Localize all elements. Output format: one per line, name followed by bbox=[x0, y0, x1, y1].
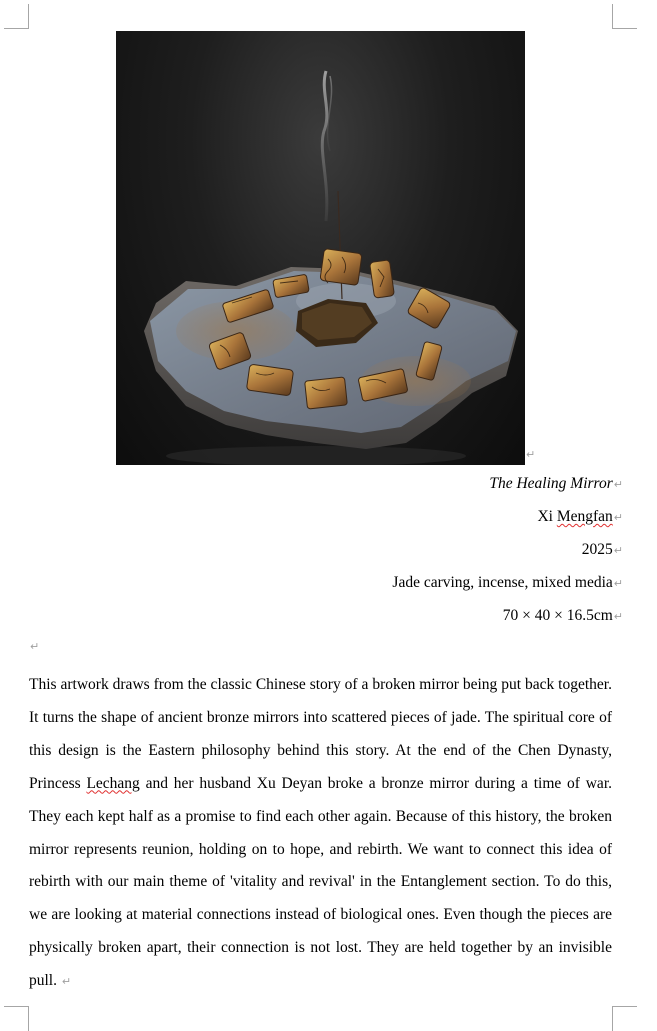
artwork-photo[interactable] bbox=[116, 31, 525, 465]
artist-name-line bbox=[537, 507, 623, 528]
artwork-dimensions: 70 × 40 × 16.5cm bbox=[502, 607, 613, 624]
paragraph-mark: ↵ bbox=[613, 511, 623, 524]
artist-last-name[interactable]: Mengfan bbox=[556, 508, 613, 525]
artwork-year-line bbox=[582, 540, 623, 561]
artwork-illustration bbox=[116, 31, 525, 465]
paragraph-mark: ↵ bbox=[61, 975, 72, 989]
page-corner-mark-bottom-right bbox=[612, 1006, 637, 1031]
page-corner-mark-top-right bbox=[612, 4, 637, 29]
paragraph-mark: ↵ bbox=[613, 577, 623, 590]
spellcheck-flagged-word[interactable]: Lechang bbox=[86, 774, 140, 792]
artist-first-name: Xi bbox=[537, 508, 553, 525]
paragraph-mark: ↵ bbox=[526, 448, 536, 461]
artwork-title: The Healing Mirror bbox=[489, 475, 613, 492]
artwork-year: 2025 bbox=[581, 541, 613, 558]
page-corner-mark-bottom-left bbox=[4, 1006, 29, 1031]
page-corner-mark-top-left bbox=[4, 4, 29, 29]
paragraph-mark: ↵ bbox=[613, 544, 623, 557]
description-text-start: This artwork draws from the classic Chinese story of a broken mirror being put back together. It turns the shape of ancient bronze mirrors into scattered pieces of jade. The spiritual core of this design is the Eastern philosophy behind this story. At the end of the Chen Dynasty, Princess bbox=[29, 676, 612, 792]
description-text-end: and her husband Xu Deyan broke a bronze mirror during a time of war. They each kept half as a promise to find each other again. Because of this history, the broken mirror represents reunion, holding on to hope, and rebirth. We want to connect this idea of rebirth with our main theme of 'vitality and revival' in the Entanglement section. To do this, we are looking at material connections instead of biological ones. Even though the pieces are physically broken apart, their connection is not lost. They are held together by an invisible pull. bbox=[29, 774, 612, 990]
empty-paragraph-mark: ↵ bbox=[30, 640, 40, 653]
paragraph-mark: ↵ bbox=[613, 610, 623, 623]
artwork-dimensions-line bbox=[503, 606, 623, 627]
paragraph-mark: ↵ bbox=[613, 478, 623, 491]
artwork-medium: Jade carving, incense, mixed media bbox=[392, 574, 613, 591]
artwork-medium-line bbox=[392, 573, 623, 594]
artwork-description bbox=[29, 669, 612, 999]
artwork-title-line bbox=[489, 474, 623, 495]
